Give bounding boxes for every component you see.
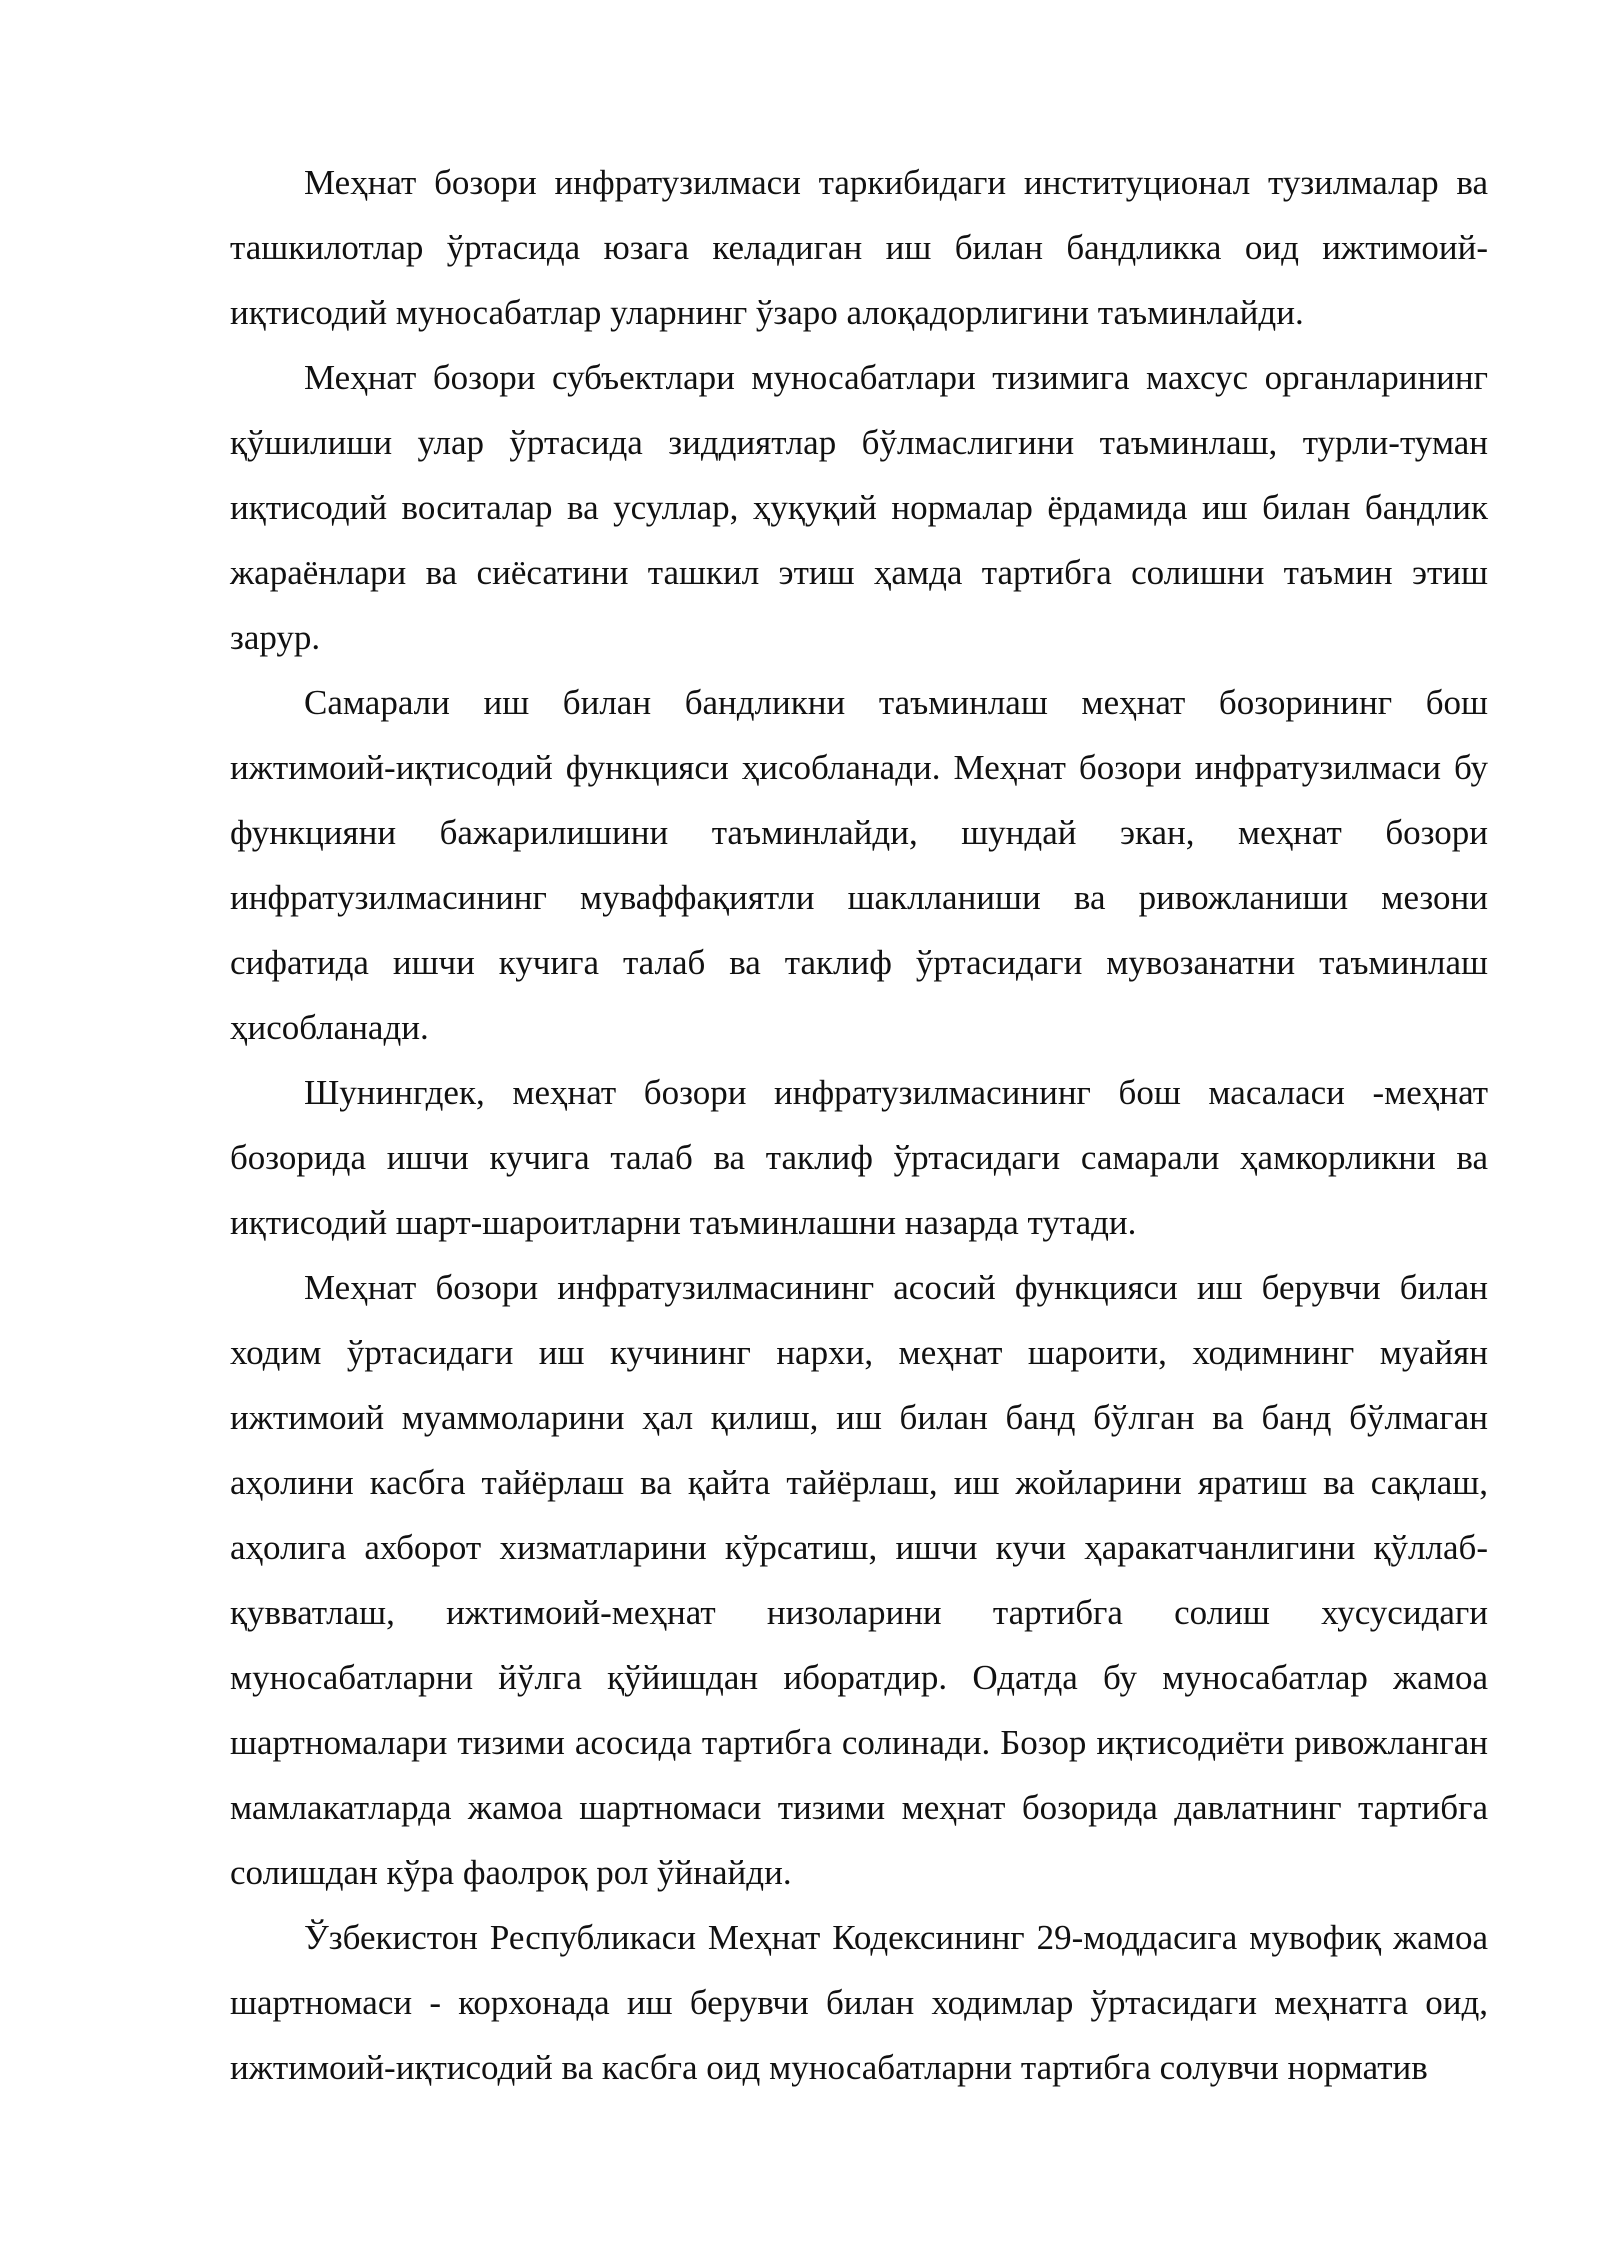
paragraph-6: Ўзбекистон Республикаси Меҳнат Кодексининг 29-моддасига мувофиқ жамоа шартномаси - корхонада иш берувчи билан ходимлар ўртасидаги меҳнатга оид, ижтимоий-иқтисодий ва касбга оид муносабатларни тартибга солувчи норматив	[230, 1918, 1488, 2087]
paragraph-5: Меҳнат бозори инфратузилмасининг асосий функцияси иш берувчи билан ходим ўртасидаги иш кучининг нархи, меҳнат шароити, ходимнинг муайян ижтимоий муаммоларини ҳал қилиш, иш билан банд бўлган ва банд бўлмаган аҳолини касбга тайёрлаш ва қайта тайёрлаш, иш жойларини яратиш ва сақлаш, аҳолига ахборот хизматларини кўрсатиш, ишчи кучи ҳаракатчанлигини қўллаб-қувватлаш, ижтимоий-меҳнат низоларини тартибга солиш хусусидаги муносабатларни йўлга қўйишдан иборатдир. Одатда бу муносабатлар жамоа шартномалари тизими асосида тартибга солинади. Бозор иқтисодиёти ривожланган мамлакатларда жамоа шартномаси тизими меҳнат бозорида давлатнинг тартибга солишдан кўра фаолроқ рол ўйнайди.	[230, 1268, 1488, 1892]
paragraph-2: Меҳнат бозори субъектлари муносабатлари тизимига махсус органларининг қўшилиши улар ўртасида зиддиятлар бўлмаслигини таъминлаш, турли-туман иқтисодий воситалар ва усуллар, ҳуқуқий нормалар ёрдамида иш билан бандлик жараёнлари ва сиёсатини ташкил этиш ҳамда тартибга солишни таъмин этиш зарур.	[230, 358, 1488, 657]
body-text	[230, 150, 1488, 2100]
paragraph-1: Меҳнат бозори инфратузилмаси таркибидаги институционал тузилмалар ва ташкилотлар ўртасида юзага келадиган иш билан бандликка оид ижтимоий-иқтисодий муносабатлар уларнинг ўзаро алоқадорлигини таъминлайди.	[230, 163, 1488, 332]
paragraph-4: Шунингдек, меҳнат бозори инфратузилмасининг бош масаласи -меҳнат бозорида ишчи кучига талаб ва таклиф ўртасидаги самарали ҳамкорликни ва иқтисодий шарт-шароитларни таъминлашни назарда тутади.	[230, 1073, 1488, 1242]
paragraph-3: Самарали иш билан бандликни таъминлаш меҳнат бозорининг бош ижтимоий-иқтисодий функцияси ҳисобланади. Меҳнат бозори инфратузилмаси бу функцияни бажарилишини таъминлайди, шундай экан, меҳнат бозори инфратузилмасининг муваффақиятли шаклланиши ва ривожланиши мезони сифатида ишчи кучига талаб ва таклиф ўртасидаги мувозанатни таъминлаш ҳисобланади.	[230, 683, 1488, 1047]
